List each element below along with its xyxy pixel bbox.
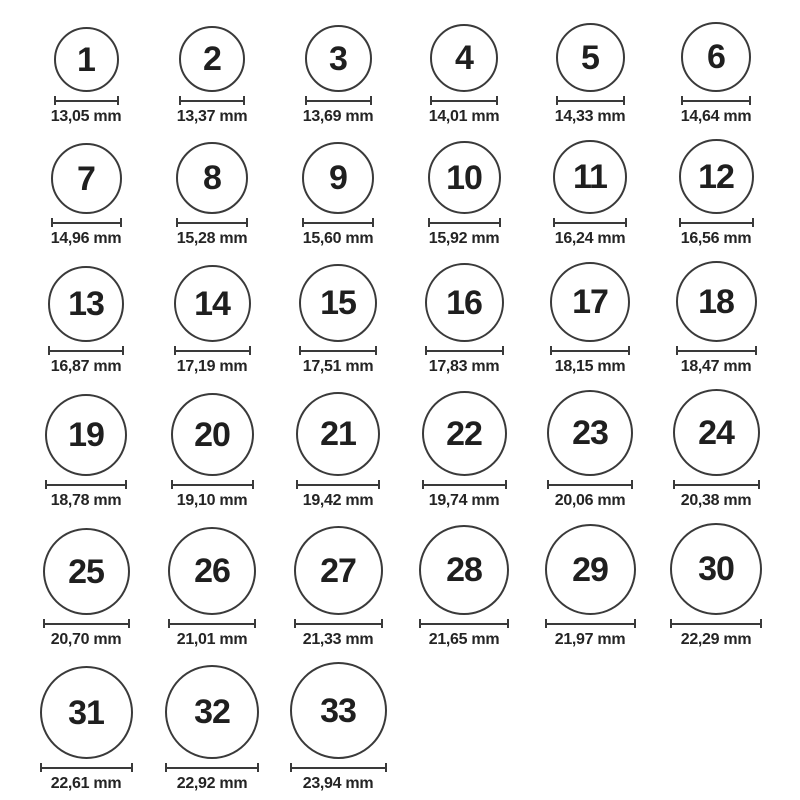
diameter-label: 15,60 mm bbox=[302, 230, 374, 247]
diameter-measure-line bbox=[556, 96, 625, 105]
diameter-measure-line bbox=[302, 218, 374, 227]
measure-bar bbox=[675, 484, 758, 486]
ring-circle bbox=[425, 263, 504, 342]
diameter-label: 21,01 mm bbox=[176, 631, 248, 648]
ring-circle bbox=[179, 26, 245, 92]
ring-size-number: 28 bbox=[446, 551, 482, 589]
ring-size-number: 13 bbox=[68, 285, 104, 323]
ring-circle bbox=[171, 393, 254, 476]
diameter-label: 19,10 mm bbox=[176, 492, 248, 509]
measure-bar bbox=[307, 100, 370, 102]
diameter-label: 15,92 mm bbox=[428, 230, 500, 247]
measure-bar bbox=[683, 100, 749, 102]
diameter-label: 14,96 mm bbox=[50, 230, 122, 247]
diameter-measure-line bbox=[174, 346, 251, 355]
diameter-measure-line bbox=[679, 218, 754, 227]
ring-size-number: 14 bbox=[194, 284, 230, 323]
measure-bar bbox=[45, 623, 128, 625]
diameter-measure-line bbox=[545, 619, 636, 628]
ring-size-row bbox=[23, 662, 800, 793]
ring-size-number: 22 bbox=[446, 414, 482, 453]
measure-bar bbox=[47, 484, 125, 486]
ring-circle bbox=[48, 266, 124, 342]
measure-bar bbox=[547, 623, 634, 625]
measure-bar bbox=[50, 350, 122, 352]
diameter-measure-line bbox=[430, 96, 498, 105]
diameter-label: 18,15 mm bbox=[554, 358, 626, 375]
ring-size-item bbox=[149, 142, 275, 248]
ring-circle bbox=[419, 525, 509, 615]
ring-size-item bbox=[149, 527, 275, 649]
measure-bar bbox=[430, 222, 499, 224]
diameter-measure-line bbox=[419, 619, 509, 628]
ring-circle bbox=[422, 391, 507, 476]
ring-circle bbox=[294, 526, 383, 615]
diameter-label: 20,70 mm bbox=[50, 631, 122, 648]
diameter-label: 17,19 mm bbox=[176, 358, 248, 375]
ring-size-number: 33 bbox=[320, 691, 356, 730]
diameter-label: 14,01 mm bbox=[428, 108, 500, 125]
ring-size-item bbox=[653, 523, 779, 649]
measure-bar bbox=[424, 484, 505, 486]
ring-circle bbox=[550, 262, 630, 342]
measure-bar bbox=[181, 100, 243, 102]
ring-circle bbox=[430, 24, 498, 92]
ring-size-row bbox=[23, 261, 800, 376]
ring-circle bbox=[290, 662, 387, 759]
diameter-label: 17,51 mm bbox=[302, 358, 374, 375]
ring-circle bbox=[176, 142, 248, 214]
ring-circle bbox=[168, 527, 256, 615]
diameter-measure-line bbox=[54, 96, 119, 105]
ring-size-item bbox=[275, 526, 401, 649]
diameter-label: 13,69 mm bbox=[302, 108, 374, 125]
ring-size-row bbox=[23, 22, 800, 126]
diameter-label: 22,61 mm bbox=[50, 775, 122, 792]
ring-size-item bbox=[23, 394, 149, 510]
diameter-label: 14,33 mm bbox=[554, 108, 626, 125]
ring-size-item bbox=[527, 23, 653, 126]
ring-size-item bbox=[653, 389, 779, 510]
diameter-measure-line bbox=[165, 763, 259, 772]
diameter-measure-line bbox=[550, 346, 630, 355]
ring-size-number: 3 bbox=[329, 39, 347, 78]
ring-circle bbox=[305, 25, 372, 92]
ring-size-number: 29 bbox=[572, 550, 608, 589]
diameter-measure-line bbox=[168, 619, 256, 628]
ring-size-number: 12 bbox=[698, 157, 734, 196]
diameter-measure-line bbox=[179, 96, 245, 105]
ring-circle bbox=[51, 143, 122, 214]
ring-size-item bbox=[149, 26, 275, 126]
diameter-label: 22,29 mm bbox=[680, 631, 752, 648]
measure-bar bbox=[558, 100, 623, 102]
measure-bar bbox=[170, 623, 254, 625]
ring-circle bbox=[547, 390, 633, 476]
ring-size-item bbox=[23, 143, 149, 248]
ring-size-item bbox=[275, 392, 401, 510]
ring-size-item bbox=[401, 24, 527, 126]
diameter-measure-line bbox=[299, 346, 377, 355]
ring-circle bbox=[40, 666, 133, 759]
diameter-label: 16,56 mm bbox=[680, 230, 752, 247]
ring-size-number: 1 bbox=[77, 40, 95, 79]
diameter-measure-line bbox=[547, 480, 633, 489]
diameter-measure-line bbox=[681, 96, 751, 105]
ring-size-number: 15 bbox=[320, 284, 356, 322]
diameter-label: 16,24 mm bbox=[554, 230, 626, 247]
measure-bar bbox=[53, 222, 120, 224]
ring-size-number: 26 bbox=[194, 552, 230, 590]
ring-circle bbox=[556, 23, 625, 92]
ring-circle bbox=[670, 523, 762, 615]
ring-size-item bbox=[527, 524, 653, 649]
ring-size-item bbox=[401, 141, 527, 248]
diameter-measure-line bbox=[290, 763, 387, 772]
diameter-label: 20,06 mm bbox=[554, 492, 626, 509]
ring-circle bbox=[676, 261, 757, 342]
ring-size-item bbox=[653, 261, 779, 376]
ring-size-number: 7 bbox=[77, 159, 95, 198]
ring-size-row bbox=[23, 139, 800, 248]
diameter-measure-line bbox=[45, 480, 127, 489]
ring-size-number: 19 bbox=[68, 416, 104, 454]
ring-size-item bbox=[401, 391, 527, 510]
ring-size-row bbox=[23, 389, 800, 510]
diameter-label: 21,97 mm bbox=[554, 631, 626, 648]
diameter-measure-line bbox=[673, 480, 760, 489]
diameter-label: 15,28 mm bbox=[176, 230, 248, 247]
ring-size-item bbox=[149, 665, 275, 793]
diameter-label: 19,74 mm bbox=[428, 492, 500, 509]
ring-circle bbox=[428, 141, 501, 214]
diameter-measure-line bbox=[676, 346, 757, 355]
ring-size-number: 32 bbox=[194, 693, 230, 731]
diameter-measure-line bbox=[670, 619, 762, 628]
diameter-label: 18,78 mm bbox=[50, 492, 122, 509]
ring-size-number: 23 bbox=[572, 414, 608, 452]
measure-bar bbox=[681, 222, 752, 224]
ring-size-number: 30 bbox=[698, 550, 734, 588]
diameter-label: 13,37 mm bbox=[176, 108, 248, 125]
measure-bar bbox=[298, 484, 378, 486]
ring-size-item bbox=[23, 666, 149, 793]
measure-bar bbox=[555, 222, 625, 224]
diameter-label: 17,83 mm bbox=[428, 358, 500, 375]
diameter-label: 23,94 mm bbox=[302, 775, 374, 792]
measure-bar bbox=[552, 350, 628, 352]
ring-size-number: 21 bbox=[320, 415, 356, 453]
ring-size-number: 5 bbox=[581, 38, 599, 77]
ring-size-item bbox=[527, 262, 653, 376]
ring-size-item bbox=[149, 265, 275, 376]
diameter-measure-line bbox=[48, 346, 124, 355]
ring-size-item bbox=[527, 390, 653, 510]
diameter-label: 21,65 mm bbox=[428, 631, 500, 648]
ring-size-number: 25 bbox=[68, 552, 104, 591]
diameter-measure-line bbox=[51, 218, 122, 227]
diameter-label: 22,92 mm bbox=[176, 775, 248, 792]
ring-size-number: 2 bbox=[203, 40, 221, 78]
diameter-label: 14,64 mm bbox=[680, 108, 752, 125]
ring-circle bbox=[45, 394, 127, 476]
diameter-measure-line bbox=[176, 218, 248, 227]
measure-bar bbox=[173, 484, 252, 486]
diameter-measure-line bbox=[428, 218, 501, 227]
diameter-measure-line bbox=[553, 218, 627, 227]
ring-size-number: 17 bbox=[572, 283, 608, 321]
diameter-measure-line bbox=[294, 619, 383, 628]
ring-size-item bbox=[275, 25, 401, 126]
ring-size-number: 6 bbox=[707, 38, 725, 76]
ring-size-item bbox=[275, 264, 401, 376]
ring-size-item bbox=[275, 662, 401, 793]
ring-circle bbox=[296, 392, 380, 476]
diameter-measure-line bbox=[171, 480, 254, 489]
ring-size-number: 18 bbox=[698, 282, 734, 321]
ring-size-number: 11 bbox=[573, 158, 607, 196]
diameter-measure-line bbox=[296, 480, 380, 489]
measure-bar bbox=[296, 623, 381, 625]
ring-size-number: 4 bbox=[455, 39, 473, 77]
ring-circle bbox=[302, 142, 374, 214]
diameter-label: 18,47 mm bbox=[680, 358, 752, 375]
ring-size-item bbox=[401, 263, 527, 376]
ring-size-number: 9 bbox=[329, 159, 347, 197]
measure-bar bbox=[167, 767, 257, 769]
diameter-label: 13,05 mm bbox=[50, 108, 122, 125]
diameter-label: 16,87 mm bbox=[50, 358, 122, 375]
ring-size-item bbox=[23, 27, 149, 126]
diameter-label: 19,42 mm bbox=[302, 492, 374, 509]
diameter-measure-line bbox=[305, 96, 372, 105]
ring-size-number: 27 bbox=[320, 551, 356, 590]
ring-size-number: 10 bbox=[446, 158, 482, 197]
ring-circle bbox=[553, 140, 627, 214]
diameter-measure-line bbox=[43, 619, 130, 628]
ring-size-number: 8 bbox=[203, 159, 221, 197]
measure-bar bbox=[176, 350, 249, 352]
measure-bar bbox=[292, 767, 385, 769]
measure-bar bbox=[301, 350, 375, 352]
measure-bar bbox=[678, 350, 755, 352]
ring-size-item bbox=[653, 22, 779, 126]
diameter-label: 21,33 mm bbox=[302, 631, 374, 648]
measure-bar bbox=[56, 100, 117, 102]
ring-circle bbox=[299, 264, 377, 342]
diameter-measure-line bbox=[425, 346, 504, 355]
measure-bar bbox=[42, 767, 131, 769]
diameter-measure-line bbox=[40, 763, 133, 772]
ring-size-row bbox=[23, 523, 800, 649]
ring-size-number: 31 bbox=[68, 693, 104, 732]
ring-size-number: 16 bbox=[446, 283, 482, 322]
measure-bar bbox=[432, 100, 496, 102]
diameter-measure-line bbox=[422, 480, 507, 489]
measure-bar bbox=[178, 222, 246, 224]
ring-size-item bbox=[527, 140, 653, 248]
ring-circle bbox=[54, 27, 119, 92]
ring-size-item bbox=[23, 266, 149, 376]
ring-size-item bbox=[401, 525, 527, 649]
ring-size-item bbox=[149, 393, 275, 510]
ring-circle bbox=[174, 265, 251, 342]
ring-circle bbox=[673, 389, 760, 476]
measure-bar bbox=[421, 623, 507, 625]
ring-circle bbox=[545, 524, 636, 615]
ring-circle bbox=[681, 22, 751, 92]
measure-bar bbox=[427, 350, 502, 352]
ring-size-item bbox=[23, 528, 149, 649]
measure-bar bbox=[549, 484, 631, 486]
ring-circle bbox=[43, 528, 130, 615]
diameter-label: 20,38 mm bbox=[680, 492, 752, 509]
ring-size-item bbox=[653, 139, 779, 248]
measure-bar bbox=[304, 222, 372, 224]
measure-bar bbox=[672, 623, 760, 625]
ring-size-number: 24 bbox=[698, 413, 734, 452]
ring-size-number: 20 bbox=[194, 415, 230, 454]
ring-size-item bbox=[275, 142, 401, 248]
ring-circle bbox=[165, 665, 259, 759]
ring-circle bbox=[679, 139, 754, 214]
